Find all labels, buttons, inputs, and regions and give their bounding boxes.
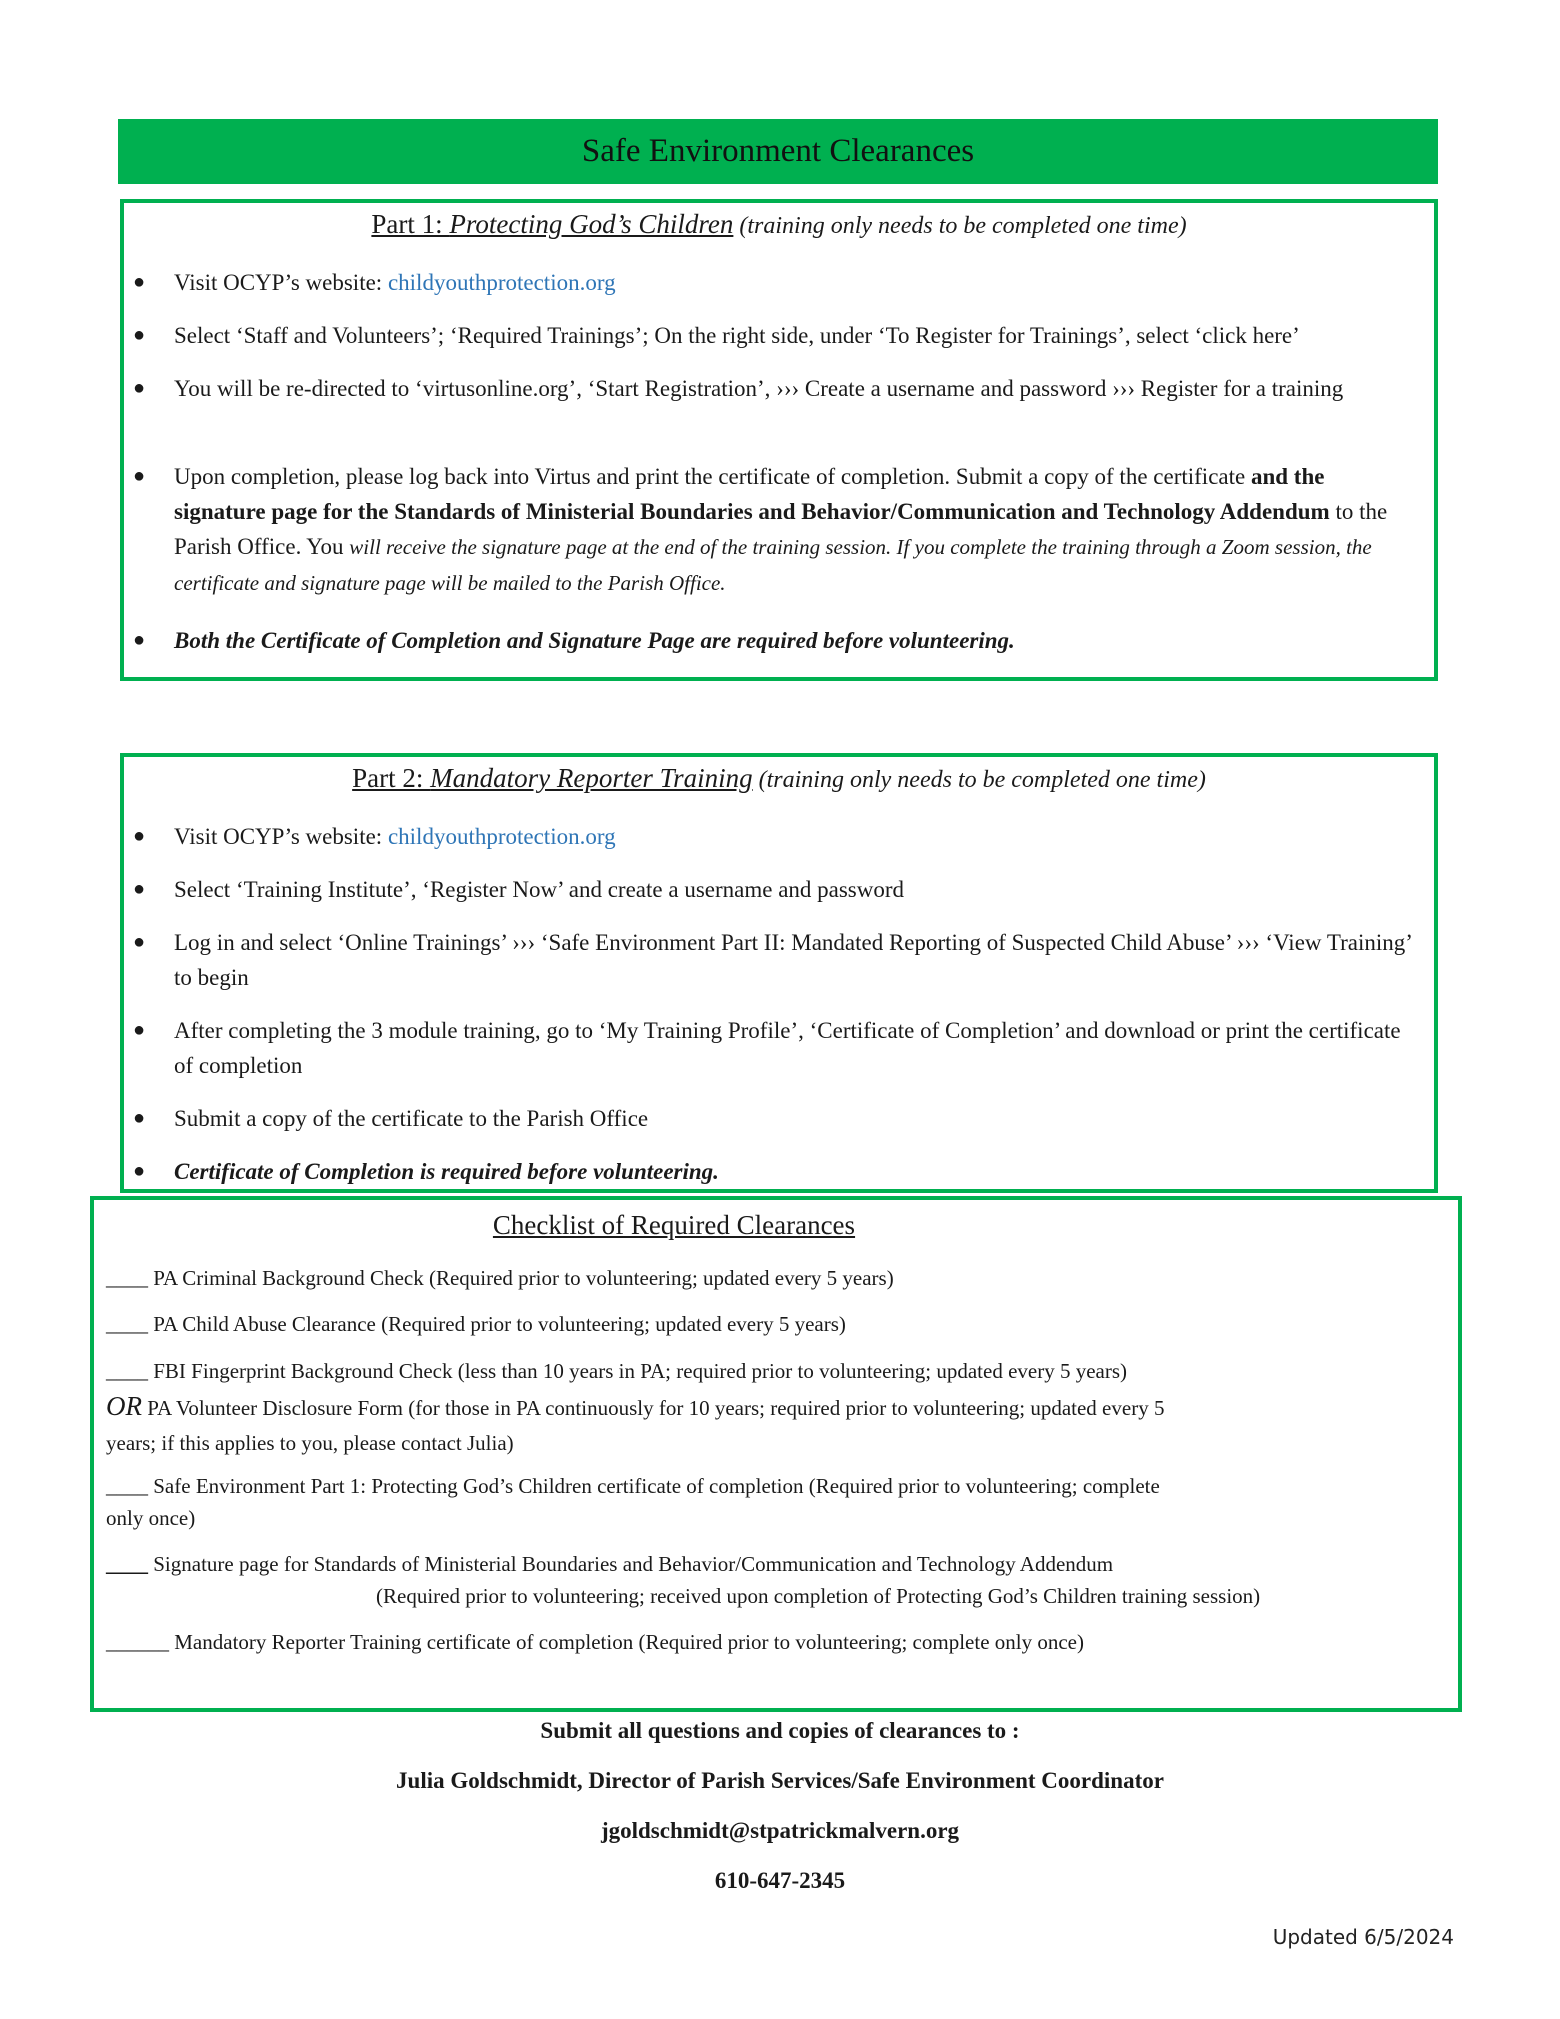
- checklist-item: [106, 1470, 1166, 1534]
- page-title-banner: [118, 119, 1438, 184]
- part2-section: [120, 753, 1438, 1193]
- part1-b4-bold: and the signature page for the Standards of Ministerial Boundaries and Behavior/Communication and Technology Addendum: [174, 464, 1330, 524]
- checklist-item-note-text: (Required prior to volunteering; received upon completion of Protecting God’s Children training session): [376, 1584, 1261, 1608]
- checklist-item: [106, 1548, 1166, 1580]
- bullet-icon: ●: [133, 1107, 146, 1129]
- checklist-item-text-b: PA Volunteer Disclosure Form (for those in PA continuously for 10 years; required prior to volunteering; updated every 5 years; if this applies to you, please contact Julia): [106, 1396, 1165, 1455]
- bullet-icon: ●: [133, 324, 146, 346]
- checklist-item: [106, 1308, 1166, 1340]
- list-item: [133, 819, 1420, 854]
- checklist-item-text: Signature page for Standards of Ministerial Boundaries and Behavior/Communication and Technology Addendum: [148, 1552, 1114, 1576]
- bullet-icon: ●: [133, 465, 146, 487]
- bullet-icon: ●: [133, 377, 146, 399]
- part1-b4-text: Upon completion, please log back into Virtus and print the certificate of completion. Submit a copy of the certificate: [174, 464, 1251, 489]
- part1-heading: [124, 209, 1434, 240]
- part1-b4-text-b: to the Parish Office. You: [174, 499, 1388, 559]
- bullet-icon: ●: [133, 931, 146, 953]
- footer-email[interactable]: jgoldschmidt@stpatrickmalvern.org: [600, 1818, 960, 1843]
- updated-date: Updated 6/5/2024: [1272, 1925, 1454, 1949]
- list-item: [133, 1101, 1420, 1136]
- part1-heading-note: (training only needs to be completed one time): [733, 213, 1187, 239]
- part1-b4-italic: will receive the signature page at the end of the training session. If you complete the training through a Zoom session, the certificate and signature page will be mailed to the Parish Office.: [174, 535, 1372, 595]
- list-item: [133, 1154, 1420, 1189]
- bullet-icon: ●: [133, 878, 146, 900]
- list-item: [133, 318, 1420, 353]
- part1-heading-title: Protecting God’s Children: [449, 209, 734, 239]
- bullet-icon: ●: [133, 825, 146, 847]
- checklist-item-text: ____ FBI Fingerprint Background Check (less than 10 years in PA; required prior to volunteering; updated every 5 years): [106, 1359, 1128, 1383]
- list-item: [133, 265, 1420, 300]
- checklist-item-text: ____ Safe Environment Part 1: Protecting God’s Children certificate of completion (Required prior to volunteering; complete only once): [106, 1474, 1160, 1530]
- checklist-item: [106, 1354, 1166, 1461]
- bullet-icon: ●: [133, 629, 146, 651]
- checklist-item-text: ____ PA Criminal Background Check (Required prior to volunteering; updated every 5 years): [106, 1266, 894, 1290]
- part2-heading-prefix: Part 2:: [352, 763, 431, 793]
- part2-heading: [124, 763, 1434, 794]
- page-title: Safe Environment Clearances: [581, 133, 975, 169]
- footer-submit-line: Submit all questions and copies of clearances to :: [540, 1718, 1020, 1743]
- part2-b3-text: Log in and select ‘Online Trainings’ ››› ‘Safe Environment Part II: Mandated Reporting of Suspected Child Abuse’ ››› ‘View Training’ to begin: [174, 930, 1412, 990]
- part2-b4-text: After completing the 3 module training, go to ‘My Training Profile’, ‘Certificate of Completion’ and download or print the certificate of completion: [174, 1018, 1401, 1078]
- checklist-blank: ____: [106, 1552, 148, 1576]
- list-item: [133, 1013, 1420, 1083]
- checklist-or-label: OR: [106, 1391, 142, 1421]
- bullet-icon: ●: [133, 1160, 146, 1182]
- bullet-icon: ●: [133, 271, 146, 293]
- list-item: [133, 459, 1420, 601]
- part2-b6-text: Certificate of Completion is required before volunteering.: [174, 1159, 719, 1184]
- list-item: [133, 872, 1420, 907]
- list-item: [133, 371, 1420, 406]
- checklist-item: [106, 1262, 1166, 1294]
- part2-website-link[interactable]: childyouthprotection.org: [387, 824, 616, 849]
- checklist-section: [90, 1196, 1462, 1712]
- list-item: [133, 925, 1420, 995]
- part1-b3-text: You will be re-directed to ‘virtusonline.org’, ‘Start Registration’, ››› Create a username and password ››› Register for a training: [174, 376, 1344, 401]
- part2-b5-text: Submit a copy of the certificate to the Parish Office: [174, 1106, 649, 1131]
- checklist-item-note: [376, 1580, 1436, 1612]
- part2-heading-title: Mandatory Reporter Training: [430, 763, 753, 793]
- part2-b1-text: Visit OCYP’s website:: [174, 824, 388, 849]
- part1-b2-text: Select ‘Staff and Volunteers’; ‘Required Trainings’; On the right side, under ‘To Register for Trainings’, select ‘click here’: [174, 323, 1300, 348]
- list-item: [133, 623, 1420, 658]
- part2-heading-note: (training only needs to be completed one time): [752, 767, 1206, 793]
- footer-contact-name: Julia Goldschmidt, Director of Parish Services/Safe Environment Coordinator: [396, 1768, 1164, 1793]
- part1-website-link[interactable]: childyouthprotection.org: [387, 270, 616, 295]
- checklist-heading: Checklist of Required Clearances: [492, 1210, 856, 1240]
- bullet-icon: ●: [133, 1019, 146, 1041]
- checklist-item-text: ____ PA Child Abuse Clearance (Required prior to volunteering; updated every 5 years): [106, 1312, 846, 1336]
- checklist-item: [106, 1626, 1406, 1658]
- part1-b1-text: Visit OCYP’s website:: [174, 270, 388, 295]
- part2-b2-text: Select ‘Training Institute’, ‘Register Now’ and create a username and password: [174, 877, 905, 902]
- checklist-item-text: ______ Mandatory Reporter Training certificate of completion (Required prior to volunteering; complete only once): [106, 1630, 1084, 1654]
- part1-b5-text: Both the Certificate of Completion and Signature Page are required before volunteering.: [174, 628, 1015, 653]
- footer-phone: 610-647-2345: [714, 1868, 846, 1893]
- part1-heading-prefix: Part 1:: [371, 209, 450, 239]
- part1-section: [120, 199, 1438, 681]
